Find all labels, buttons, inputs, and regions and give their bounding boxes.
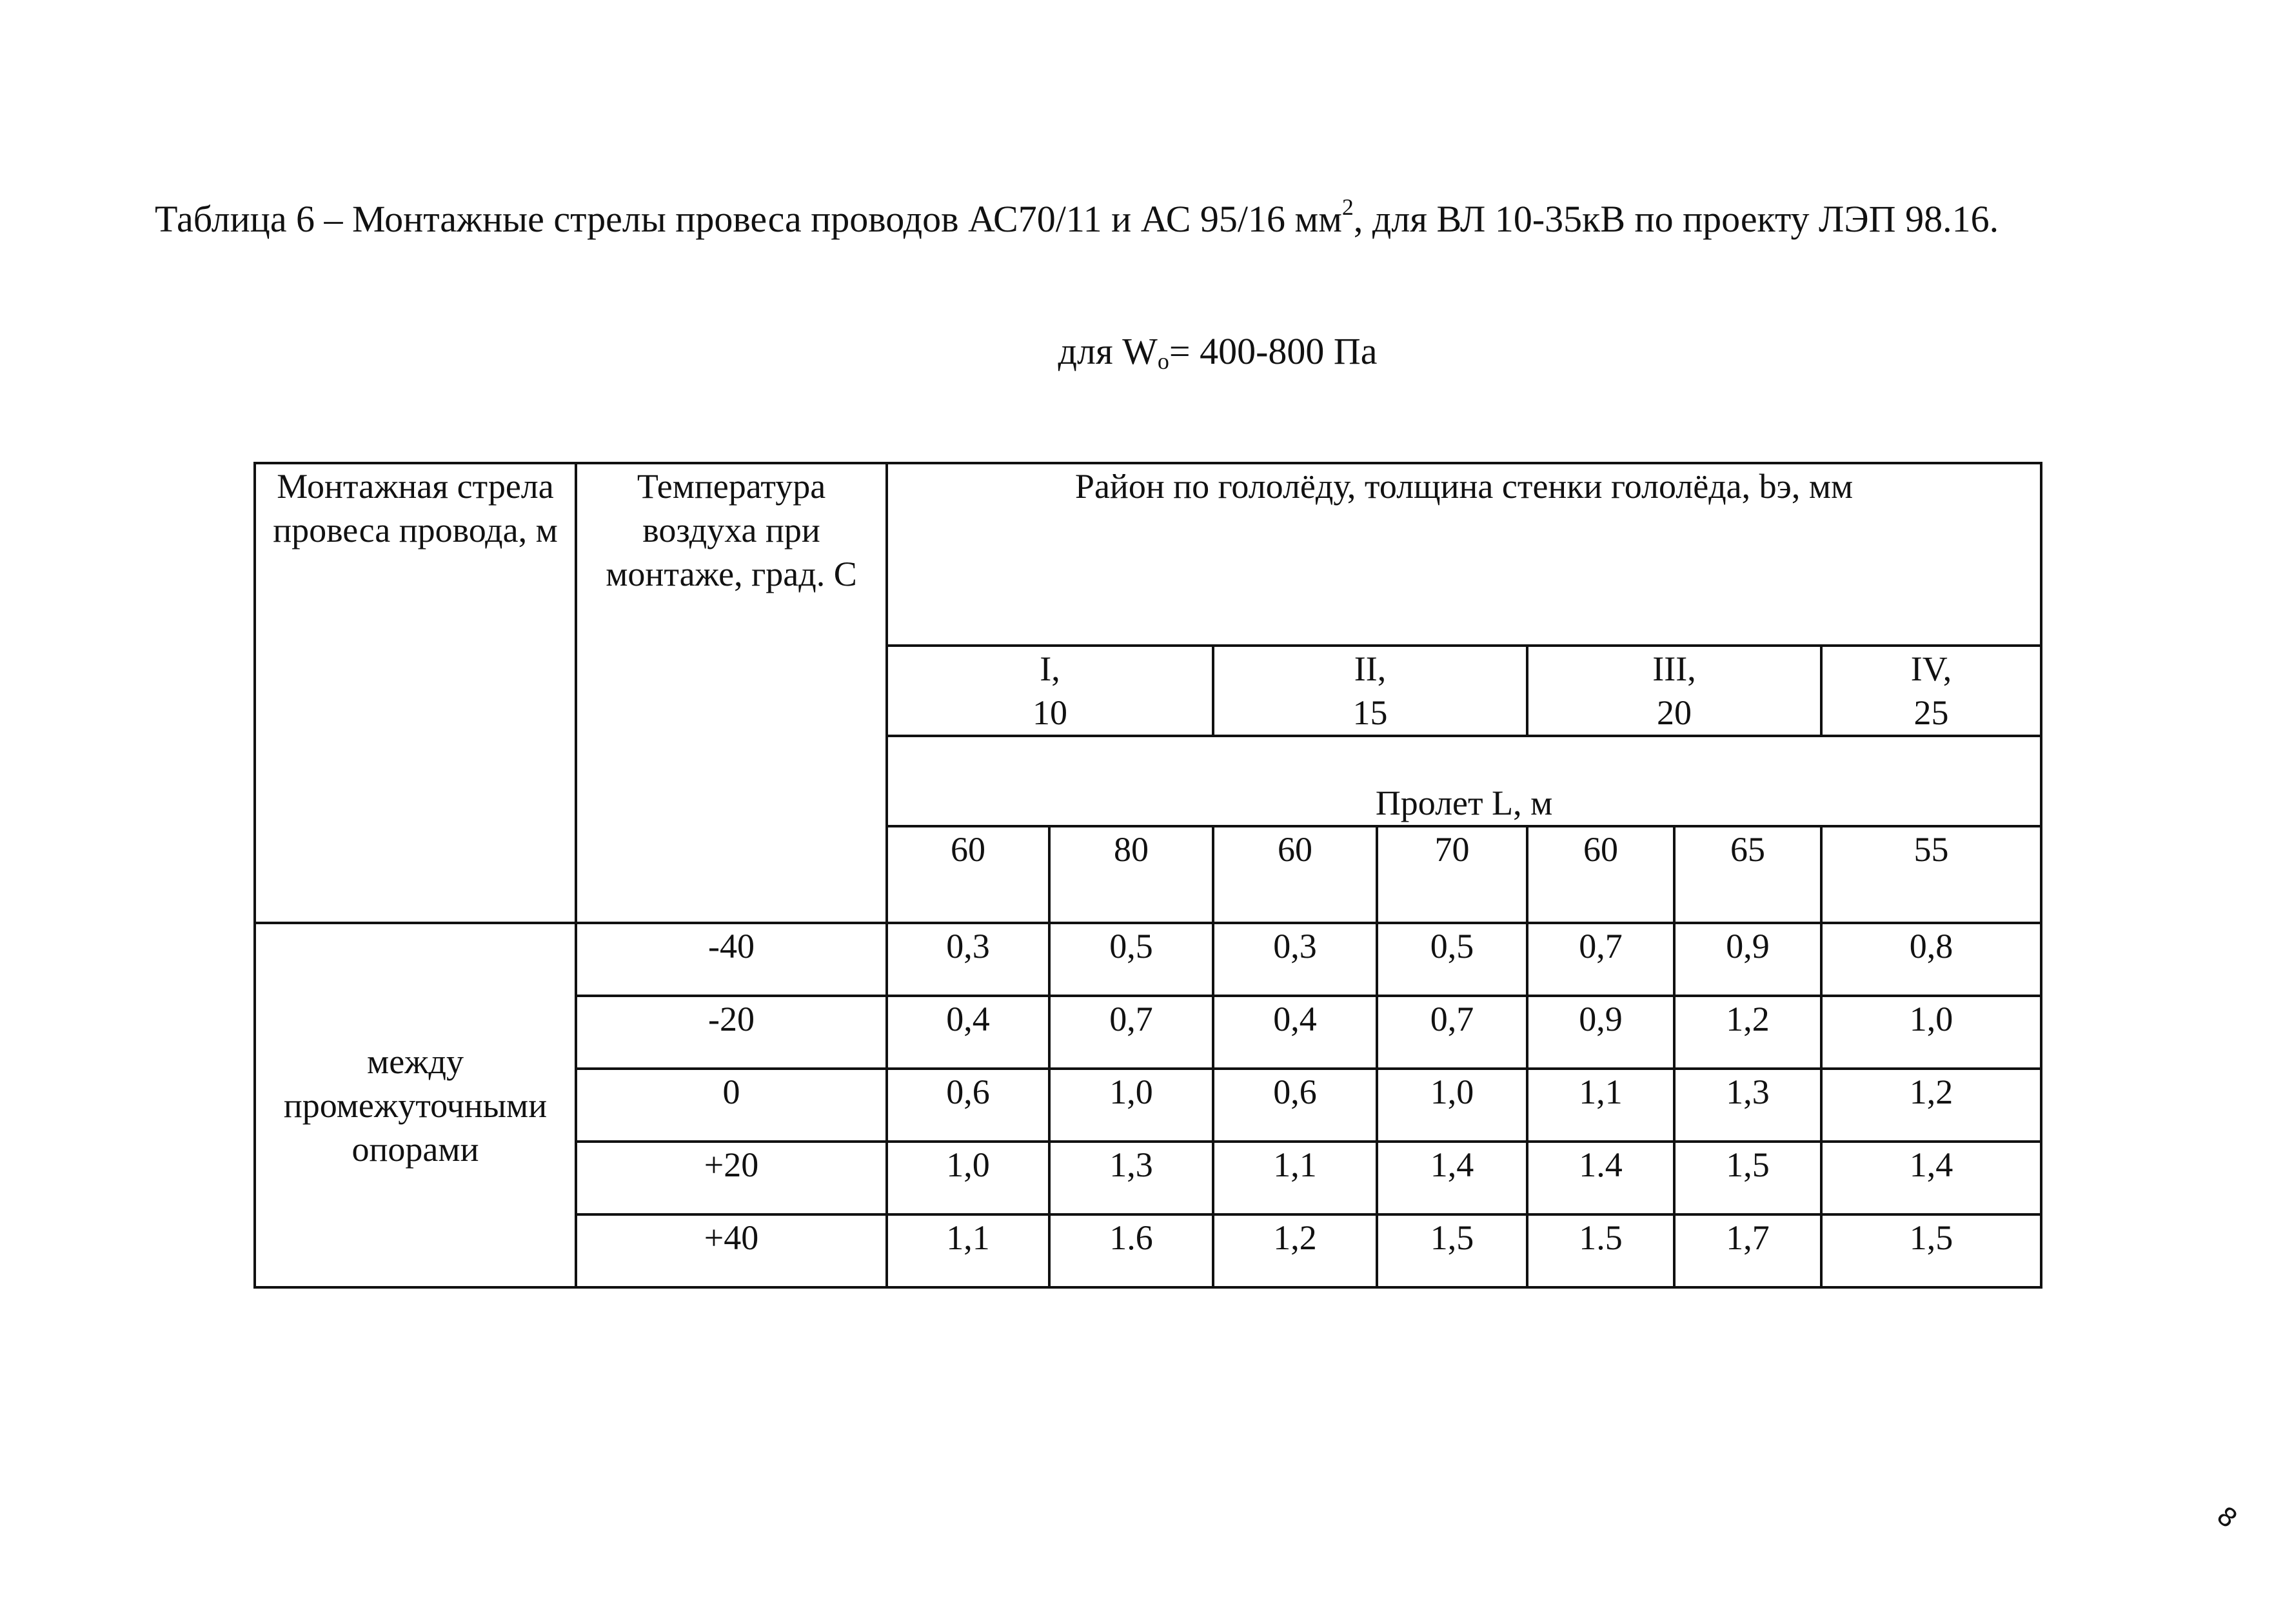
value-cell: 1,2 bbox=[1674, 996, 1821, 1069]
value-cell: 1,2 bbox=[1213, 1214, 1377, 1287]
value-cell: 1.4 bbox=[1527, 1142, 1674, 1214]
span-value: 60 bbox=[1527, 826, 1674, 923]
value-cell: 1,5 bbox=[1674, 1142, 1821, 1214]
value-cell: 1,1 bbox=[887, 1214, 1049, 1287]
span-value: 60 bbox=[1213, 826, 1377, 923]
value-cell: 1,5 bbox=[1377, 1214, 1527, 1287]
value-cell: 0,9 bbox=[1674, 923, 1821, 996]
value-cell: 1,4 bbox=[1377, 1142, 1527, 1214]
subcaption-suffix: = 400-800 Па bbox=[1169, 330, 1378, 372]
header-ice-region: Район по гололёду, толщина стенки гололёда, bэ, мм bbox=[887, 463, 2041, 646]
subcaption-prefix: для W bbox=[1058, 330, 1158, 372]
value-cell: 0,7 bbox=[1377, 996, 1527, 1069]
value-cell: 1,1 bbox=[1213, 1142, 1377, 1214]
table-caption bbox=[155, 193, 2128, 245]
value-cell: 0,6 bbox=[887, 1069, 1049, 1142]
value-cell: 1,4 bbox=[1821, 1142, 2041, 1214]
header-temperature: Температура воздуха при монтаже, град. С bbox=[576, 463, 887, 923]
span-value: 70 bbox=[1377, 826, 1527, 923]
table-row bbox=[255, 923, 2041, 996]
value-cell: 1,7 bbox=[1674, 1214, 1821, 1287]
span-value: 80 bbox=[1049, 826, 1213, 923]
temperature-cell: +20 bbox=[576, 1142, 887, 1214]
caption-superscript: 2 bbox=[1341, 194, 1354, 220]
value-cell: 1.6 bbox=[1049, 1214, 1213, 1287]
row-group-label: между промежуточными опорами bbox=[255, 923, 576, 1287]
value-cell: 1,3 bbox=[1674, 1069, 1821, 1142]
value-cell: 0,3 bbox=[887, 923, 1049, 996]
span-value: 55 bbox=[1821, 826, 2041, 923]
value-cell: 0,9 bbox=[1527, 996, 1674, 1069]
header-row-1 bbox=[255, 463, 2041, 646]
temperature-cell: +40 bbox=[576, 1214, 887, 1287]
temperature-cell: -20 bbox=[576, 996, 887, 1069]
value-cell: 0,4 bbox=[1213, 996, 1377, 1069]
value-cell: 1,0 bbox=[1821, 996, 2041, 1069]
value-cell: 0,6 bbox=[1213, 1069, 1377, 1142]
table-subcaption bbox=[0, 326, 2274, 377]
value-cell: 1,0 bbox=[1377, 1069, 1527, 1142]
region-3: III, 20 bbox=[1527, 646, 1821, 736]
value-cell: 0,7 bbox=[1527, 923, 1674, 996]
value-cell: 1.5 bbox=[1527, 1214, 1674, 1287]
value-cell: 1,5 bbox=[1821, 1214, 2041, 1287]
temperature-cell: 0 bbox=[576, 1069, 887, 1142]
header-sag: Монтажная стрела провеса провода, м bbox=[255, 463, 576, 923]
span-value: 65 bbox=[1674, 826, 1821, 923]
value-cell: 1,3 bbox=[1049, 1142, 1213, 1214]
sag-table bbox=[253, 462, 2042, 1289]
span-value: 60 bbox=[887, 826, 1049, 923]
span-label: Пролет L, м bbox=[887, 736, 2041, 826]
value-cell: 1,0 bbox=[887, 1142, 1049, 1214]
value-cell: 1,2 bbox=[1821, 1069, 2041, 1142]
value-cell: 0,5 bbox=[1049, 923, 1213, 996]
caption-tail: , для ВЛ 10-35кВ по проекту ЛЭП 98.16. bbox=[1353, 198, 1999, 240]
value-cell: 1,0 bbox=[1049, 1069, 1213, 1142]
region-2: II, 15 bbox=[1213, 646, 1527, 736]
temperature-cell: -40 bbox=[576, 923, 887, 996]
value-cell: 0,3 bbox=[1213, 923, 1377, 996]
page-number: 8 bbox=[2211, 1501, 2243, 1534]
region-1: I, 10 bbox=[887, 646, 1213, 736]
value-cell: 0,7 bbox=[1049, 996, 1213, 1069]
value-cell: 1,1 bbox=[1527, 1069, 1674, 1142]
value-cell: 0,8 bbox=[1821, 923, 2041, 996]
caption-text: Таблица 6 – Монтажные стрелы провеса проводов АС70/11 и АС 95/16 мм bbox=[155, 198, 1342, 240]
region-4: IV, 25 bbox=[1821, 646, 2041, 736]
value-cell: 0,4 bbox=[887, 996, 1049, 1069]
value-cell: 0,5 bbox=[1377, 923, 1527, 996]
subcaption-subscript: o bbox=[1157, 348, 1169, 374]
